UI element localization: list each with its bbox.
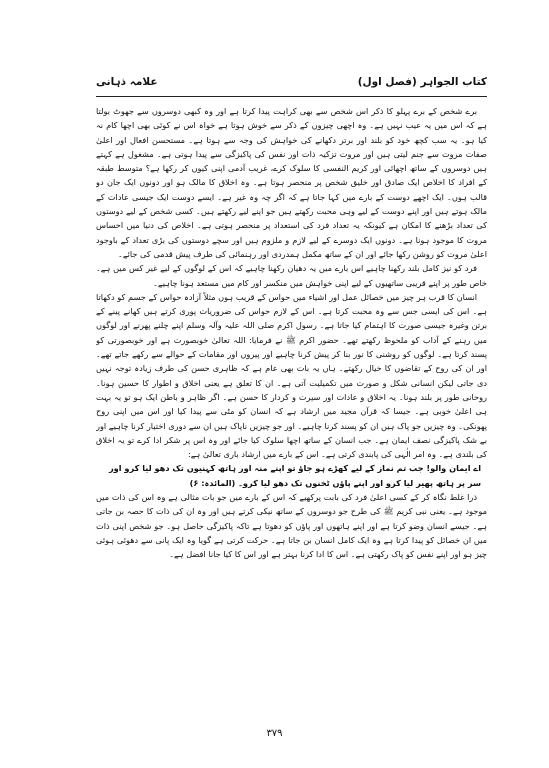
paragraph: انسان کا قرب ہر چیز میں خصائل عمل اور اشیاء میں حواس کے قریب ہوں مثلاً آزادہ حواس کے جسم کو دکھاتا ہے۔ اس کی ایسی جس سے وہ محبت کرتا ہے۔ اس کے لازم حواس کی ضروریات پوری کرتے ہیں کھانے پینے کے برتن وغیرہ جیسی صورت کا اہتمام کیا جاتا ہے۔ رسول اکرم صلی اللہ علیہ وآلہ وسلم اپنے چلنے پھرنے اور لوگوں میں رہنے کے آداب کو ملحوظ رکھتے تھے۔ حضور اکرم ﷺ نے فرمایا: اللہ تعالیٰ خوبصورت ہے اور خوبصورتی کو پسند کرتا ہے۔ لوگوں کو روشنی کا نور بنا کر پیش کرنا چاہیے اور پیروں اور مقامات کے حوالے سے رکھے جاتے تھے۔ اور ان کی روح کے تقاضوں کا خیال رکھتے۔ ہاں یہ بات بھی عام ہے کہ ظاہری حسن کی طرف زیادہ توجہ نہیں دی جاتی لیکن انسانی شکل و صورت میں تکمیلیت آتی ہے۔ ان کا تعلق ہے یعنی اخلاق و اطوار کا حسین ہونا۔ روحانی طور پر بلند ہونا۔ یہ اخلاق و عادات اور سیرت و کردار کا حسن ہے۔ اگر ظاہر و باطن ایک ہو تو یہ بہت ہی اعلیٰ خوبی ہے۔ جیسا کہ قرآن مجید میں ارشاد ہے کہ انسان کو مٹی سے پیدا کیا اور اس میں اپنی روح پھونکی۔ وہ چیزیں جو پاک ہیں ان کو پسند کرنا چاہیے۔ اور جو چیزیں ناپاک ہیں ان سے دوری اختیار کرنا چاہیے اور بے شک پاکیزگی نصف ایمان ہے۔ جب انسان کے ساتھ اچھا سلوک کیا جائے اور وہ اس پر شکر ادا کرے تو یہ اخلاق کی بلندی ہے۔ وہ امر الٰہی کی پابندی کرتی ہے۔ اس کے بارے میں ارشاد باری تعالیٰ ہے: [96, 291, 487, 460]
paragraph: ذرا غلط نگاہ کر کے کسی اعلیٰ فرد کی بابت پرکھیے کہ اس کے بارے میں جو بات مثالی ہے وہ اس کی ذات میں موجود ہے۔ یعنی نبی کریم ﷺ کی طرح جو دوسروں کے ساتھ نیکی کرتے ہیں اور وہ ان کی ذات کا حصہ بن جاتی ہے۔ جیسے انسان وضو کرتا ہے اور اپنے ہاتھوں اور پاؤں کو دھوتا ہے تاکہ پاکیزگی حاصل ہو۔ جو شخص اپنی ذات میں ان خصائل کو پیدا کرتا ہے وہ ایک کامل انسان بن جاتا ہے۔ حرکت کرتی ہے گویا وہ ایک پانی سے دھوئی ہوئی چیز ہو اور اپنے نفس کو پاک رکھتی ہے۔ اس کا ادا کرنا بہتر ہے اور اس کا کیا جانا افضل ہے۔ [96, 492, 487, 560]
header-rule [96, 96, 487, 97]
body-text [96, 104, 487, 714]
author-name: علامہ ذہانی [96, 76, 158, 88]
quoted-verse: اے ایمان والو! جب تم نماز کے لیے کھڑے ہو جاؤ تو اپنے منہ اور ہاتھ کہنیوں تک دھو لیا کرو اور سر پر ہاتھ پھیر لیا کرو اور اپنے پاؤں ٹخنوں تک دھو لیا کرو۔ (المائدہ: ۶) [108, 463, 481, 488]
running-title: کتاب الجواہر (فصل اول) [357, 76, 487, 88]
page-header [96, 76, 487, 94]
paragraph: فرد کو نیز کامل بلند رکھنا چاہیے اس بارے میں یہ دھیان رکھنا چاہیے کہ اس کے لوگوں کے لیے غیر کس میں ہے۔ خاص طور پر اپنے قریبی ساتھیوں کے لیے اپنی خواہش میں منکسر اور کام میں مستعد ہونا چاہیے۔ [96, 263, 487, 288]
page-number: ۳۷۹ [266, 728, 283, 739]
paragraph: برے شخص کے برے پہلو کا ذکر اس شخص سے بھی کراہت پیدا کرتا ہے اور وہ کبھی دوسروں سے جھوٹ بولتا ہے کہ اس میں یہ عیب نہیں ہے۔ وہ اچھی چیزوں کے ذکر سے خوش ہوتا ہے خواہ اس نے کوئی بھی اچھا کام نہ کیا ہو۔ یہ سب کچھ خود کو بلند اور برتر دکھانے کی خواہش کی وجہ سے ہوتا ہے۔ مستحسن افعال اور اعلیٰ صفات مروت سے جنم لیتی ہیں اور مروت تزکیہ ذات اور نفس کی پاکیزگی سے پیدا ہوتی ہے۔ مشغول ہے کہتے ہیں دوسروں کے ساتھ اچھائی اور کریم النفسی کا سلوک کرے، غریب آدمی اپنی کیوں کر رکھا ہے؟ متوسط طبقہ کے افراد کا اخلاص ایک صادق اور خلیق شخص پر منحصر ہوتا ہے۔ وہ اخلاق کا مالک ہو اور دونوں ایک جان دو قالب ہوں۔ ایک اچھے دوست کے بارے میں کہا جاتا ہے کہ اگر چہ وہ غیر ہے۔ ایسے دوست ایک جیسی عادات کے مالک ہوتے ہیں اور اپنے دوست کے لیے وہی محبت رکھتے ہیں جو اپنے لیے رکھتے ہیں۔ کسی شخص کے لیے دوستوں کی تعداد بڑھنے کا امکان ہے کیونکہ یہ تعداد فرد کی استعداد پر منحصر ہوتی ہے۔ اخلاص کی دنیا میں احساس مروت کا موجود ہونا ہے۔ دونوں ایک دوسرے کے لیے لازم و ملزوم ہیں اور سچے دوستوں کی بڑی تعداد کے باوجود اعلیٰ مروت کو روشن رکھا جائے اور ان کے ساتھ مکمل ہمدردی اور رہنمائی کی طرف پیش قدمی کی جائے۔ [96, 106, 487, 259]
